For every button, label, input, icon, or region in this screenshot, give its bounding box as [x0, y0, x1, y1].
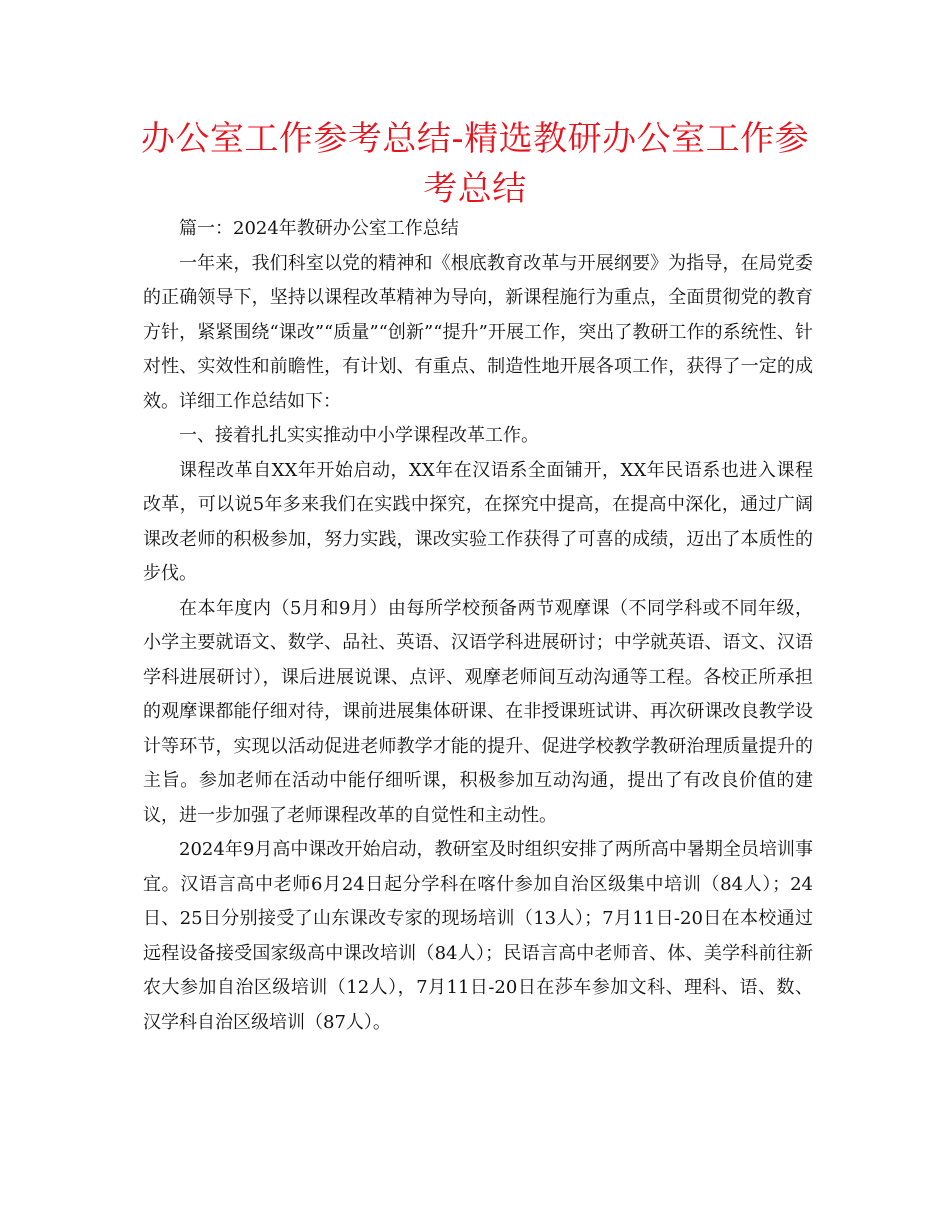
section-heading-part-one: 篇一：2024年教研办公室工作总结: [179, 218, 459, 239]
document-body: [143, 212, 813, 1040]
demonstration-lessons-paragraph: 在本年度内（5月和9月）由每所学校预备两节观摩课（不同学科或不同年级，小学主要就语文、数学、品社、英语、汉语学科进展研讨；中学就英语、语文、汉语学科进展研讨），课后进展说课、点评、观摩老师间互动沟通等工程。各校正所承担的观摩课都能仔细对待，课前进展集体研课、在非授课班试讲、再次研课改良教学设计等环节，实现以活动促进老师教学才能的提升、促进学校教学教研治理质量提升的主旨。参加老师在活动中能仔细听课，积极参加互动沟通，提出了有改良价值的建议，进一步加强了老师课程改革的自觉性和主动性。: [143, 597, 813, 826]
curriculum-reform-paragraph: 课程改革自XX年开始启动，XX年在汉语系全面铺开，XX年民语系也进入课程改革，可以说5年多来我们在实践中探究，在探究中提高，在提高中深化，通过广阔课改老师的积极参加，努力实践，课改实验工作获得了可喜的成绩，迈出了本质性的步伐。: [143, 459, 813, 584]
document-title: 办公室工作参考总结-精选教研办公室工作参考总结: [140, 119, 810, 209]
high-school-training-paragraph: 2024年9月高中课改开始启动，教研室及时组织安排了两所高中暑期全员培训事宜。汉语言高中老师6月24日起分学科在喀什参加自治区级集中培训（84人）；24日、25日分别接受了山东课改专家的现场培训（13人）；7月11日-20日在本校通过远程设备接受国家级高中课改培训（84人）；民语言高中老师音、体、美学科前往新农大参加自治区级培训（12人），7月11日-20日在莎车参加文科、理科、语、数、汉学科自治区级培训（87人）。: [143, 839, 813, 1033]
section-heading-curriculum-reform: 一、接着扎扎实实推动中小学课程改革工作。: [179, 425, 539, 446]
intro-paragraph: 一年来，我们科室以党的精神和《根底教育改革与开展纲要》为指导，在局党委的正确领导下，坚持以课程改革精神为导向，新课程施行为重点，全面贯彻党的教育方针，紧紧围绕“课改”“质量”“创新”“提升”开展工作，突出了教研工作的系统性、针对性、实效性和前瞻性，有计划、有重点、制造性地开展各项工作，获得了一定的成效。详细工作总结如下：: [143, 252, 813, 412]
